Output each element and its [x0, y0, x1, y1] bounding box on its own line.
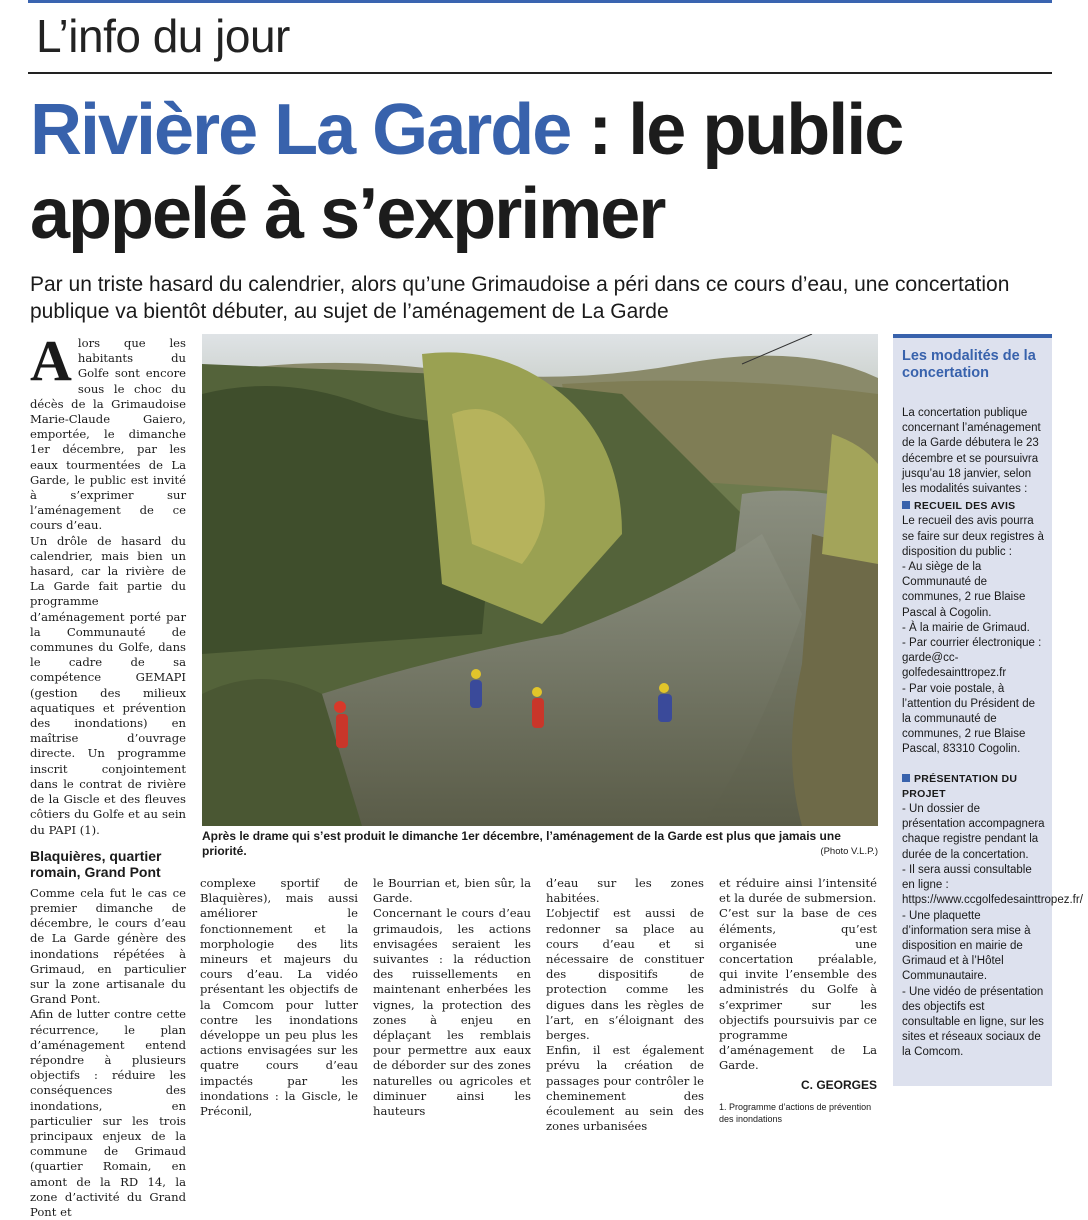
article-column-2 [200, 876, 358, 1119]
sidebar-title: Les modalités de la concertation [902, 348, 1036, 381]
article-column-1 [30, 328, 186, 1220]
article-photo [202, 334, 878, 826]
top-accent-rule [28, 0, 1052, 3]
rescuer-figure [334, 701, 348, 748]
headline [30, 88, 1070, 256]
photo-caption: Après le drame qui s’est produit le dimanche 1er décembre, l’aménagement de la Garde est plus que jamais une priorité. [202, 829, 841, 858]
article-column-3 [373, 876, 531, 1119]
standfirst: Par un triste hasard du calendrier, alors qu’une Grimaudoise a péri dans ce cours d’eau, une concertation publique va bientôt débuter, au sujet de l’aménagement de La Garde [30, 273, 1010, 323]
article-paragraph: Concernant le cours d’eau grimaudois, les actions envisagées seraient les suivantes : la réduction des ruissellements en maintenant enherbées les vignes, la protection des zones à enjeu en déplaçant les remblais pour permettre aux eaux de déborder sur des zones naturelles ou agricoles et diminuer ainsi les hauteurs [373, 906, 531, 1119]
paragraph-text: lors que les habitants du Golfe sont encore sous le choc du décès de la Grimaudoise Marie-Claude Gaiero, emportée, le dimanche 1er décembre, par les eaux tourmentées de La Garde, le public est invité à s’exprimer sur l’aménagement de ce cours d’eau. [30, 336, 186, 533]
sidebar-section-title [902, 772, 1045, 802]
sidebar-list-item: - Un dossier de présentation accompagnera chaque registre pendant la durée de la concertation. [902, 803, 1045, 861]
article-paragraph [30, 328, 186, 534]
article-paragraph: et réduire ainsi l’intensité et la durée de submersion. [719, 876, 877, 906]
photo-credit: (Photo V.L.P.) [820, 846, 878, 857]
sidebar-list-item: - Par voie postale, à l’attention du Président de la communauté de communes, 2 rue Blaise Pascal, 83310 Cogolin. [902, 682, 1035, 756]
article-paragraph: Un drôle de hasard du calendrier, mais bien un hasard, car la rivière de La Garde fait partie du programme d’aménagement porté par la Communauté de communes du Golfe, dans le cadre de sa compétence GEMAPI (gestion des milieux aquatiques et prévention des inondations) en maîtrise d’ouvrage directe. Un programme inscrit conjointement dans le contrat de rivière de la Giscle et des fleuves côtiers du Golfe et au sein du PAPI (1). [30, 533, 186, 837]
headline-highlight: Rivière La Garde [30, 90, 571, 170]
section-title-text: RECUEIL DES AVIS [914, 500, 1016, 513]
author-signature: C. GEORGES [800, 1077, 877, 1092]
rescuer-figure [470, 669, 482, 708]
article-column-4 [546, 876, 704, 1134]
sidebar-list-item: - Par courrier électronique : garde@cc-golfedesainttropez.fr [902, 637, 1042, 680]
sidebar-intro: La concertation publique concernant l’aménagement de la Garde débutera le 23 décembre et se poursuivra jusqu’au 18 janvier, selon les modalités suivantes : [902, 407, 1041, 496]
sidebar-box [893, 334, 1083, 1086]
article-paragraph: complexe sportif de Blaquières), mais aussi améliorer le fonctionnement et la morphologie des lits mineurs et majeurs du cours d’eau. La vidéo présentant les objectifs de la Comcom pour lutter contre les inondations développe un peu plus les actions envisagées sur les quatre cours d’eau impactés par les inondations : la Giscle, le Préconil, [200, 876, 358, 1119]
sidebar-list-item: - Une vidéo de présentation des objectifs est consultable en ligne, sur les sites et réseaux sociaux de la Comcom. [902, 985, 1044, 1059]
river-rescue-photo [202, 334, 878, 826]
sidebar-list-item: - À la mairie de Grimaud. [902, 621, 1030, 634]
sidebar-list-item: - Une plaquette d’information sera mise à disposition en mairie de Grimaud et à l’Hôtel Communautaire. [902, 909, 1031, 983]
drop-cap: A [30, 328, 72, 393]
sidebar-text: Le recueil des avis pourra se faire sur deux registres à disposition du public : [902, 515, 1044, 558]
article-paragraph: C’est sur la base de ces éléments, qu’est organisée une concertation préalable, qui invite l’ensemble des administrés du Golfe à s’exprimer sur les objectifs poursuivis par ce programme d’aménagement de La Garde. [719, 906, 877, 1073]
section-rubric: L’info du jour [36, 10, 290, 62]
article-paragraph: L’objectif est aussi de redonner sa place au cours d’eau et si nécessaire de constituer des dispositifs de protection comme les digues dans les règles de l’art, en s’éloignant des berges. [546, 906, 704, 1043]
sidebar-section-title [902, 499, 1045, 514]
sidebar-list-item: - Au siège de la Communauté de communes, 2 rue Blaise Pascal à Cogolin. [902, 561, 1026, 619]
article-paragraph: Afin de lutter contre cette récurrence, le plan d’aménagement entend répondre à plusieurs objectifs : réduire les conséquences des inondations, en particulier sur les trois principaux enjeux de la commune de Grimaud (quartier Romain, en amont de la RD 14, la zone d’activité du Grand Pont et [30, 1007, 186, 1219]
article-paragraph: le Bourrian et, bien sûr, la Garde. [373, 876, 531, 906]
bullet-square-icon [902, 774, 910, 782]
sidebar-list-item: - Il sera aussi consultable en ligne : https://www.ccgolfedesainttropez.fr/ [902, 863, 1083, 907]
article-paragraph: Enfin, il est également prévu la création de passages pour contrôler le cheminement des écoulement au sein des zones urbanisées [546, 1043, 704, 1134]
article-subhead: Blaquières, quartier romain, Grand Pont [30, 847, 162, 880]
bullet-square-icon [902, 501, 910, 509]
headline-rest: : le public appelé à s’exprimer [30, 90, 903, 254]
article-paragraph: Comme cela fut le cas ce premier dimanche de décembre, le cours d’eau de La Garde génère des inondations répétées à Grimaud, en particulier sur la zone artisanale du Grand Pont. [30, 885, 186, 1007]
article-paragraph: d’eau sur les zones habitées. [546, 876, 704, 906]
section-title-text: PRÉSENTATION DU PROJET [902, 772, 1018, 800]
article-column-5 [719, 876, 877, 1125]
rubric-divider [28, 72, 1052, 74]
footnote: 1. Programme d’actions de prévention des inondations [719, 1101, 872, 1124]
